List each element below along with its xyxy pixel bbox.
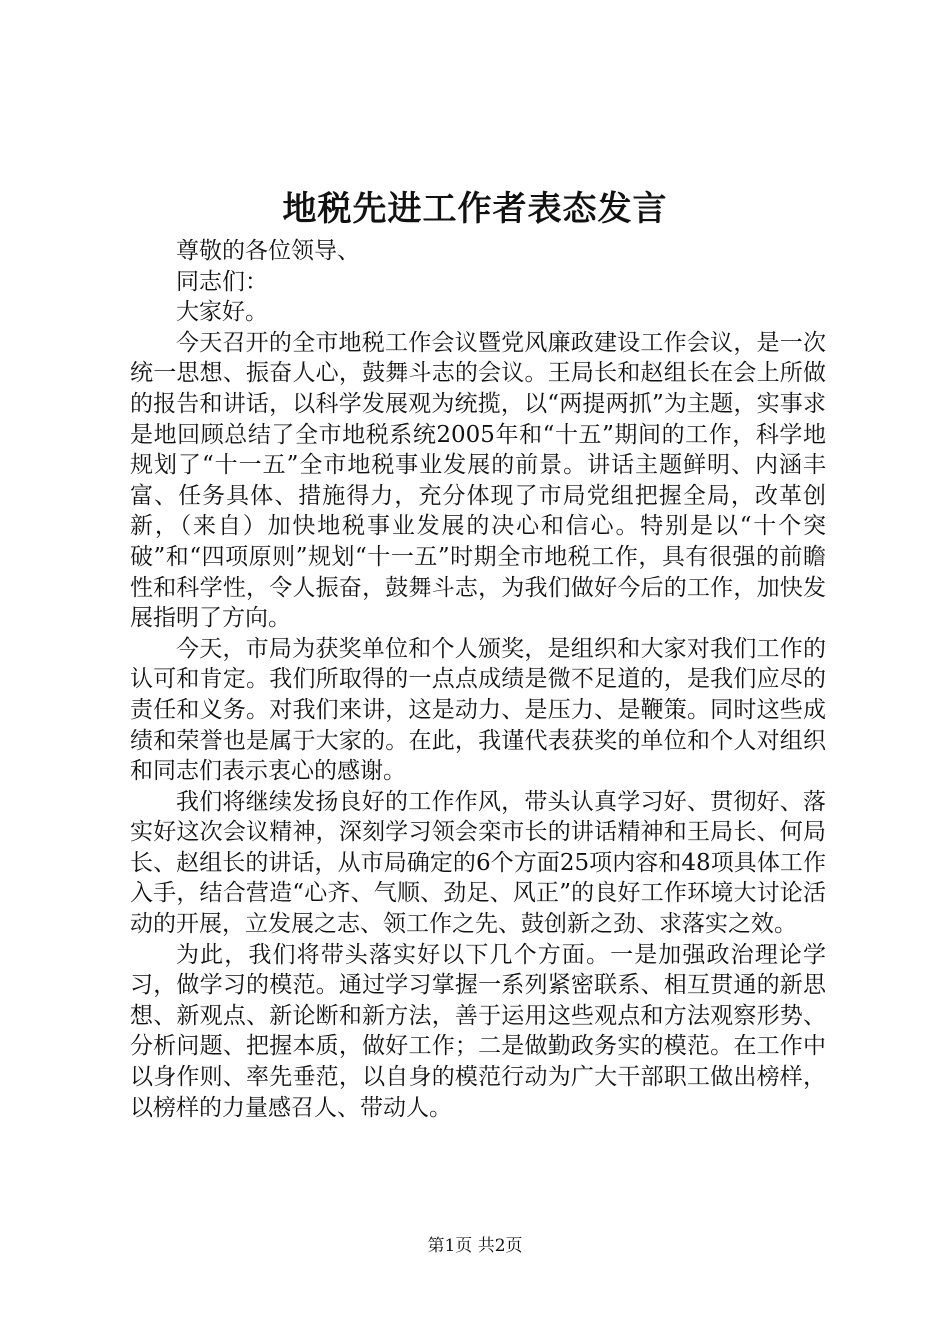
greeting-line: 同志们： — [176, 268, 268, 295]
body-paragraph: 为此，我们将带头落实好以下几个方面。一是加强政治理论学习，做学习的模范。通过学习掌握一系列紧密联系、相互贯通的新思想、新观点、新论断和新方法，善于运用这些观点和方法观察形势、分析问题、把握本质，做好工作；二是做勤政务实的模范。在工作中以身作则、率先垂范，以自身的模范行动为广大干部职工做出榜样，以榜样的力量感召人、带动人。 — [130, 941, 826, 1121]
body-paragraph: 今天，市局为获奖单位和个人颁奖，是组织和大家对我们工作的认可和肯定。我们所取得的一点点成绩是微不足道的，是我们应尽的责任和义务。对我们来讲，这是动力、是压力、是鞭策。同时这些成绩和荣誉也是属于大家的。在此，我谨代表获奖的单位和个人对组织和同志们表示衷心的感谢。 — [130, 635, 826, 785]
document-body — [130, 236, 826, 1123]
greeting-line: 尊敬的各位领导、 — [176, 238, 360, 264]
greeting-line: 大家好。 — [176, 299, 268, 326]
body-paragraph: 今天召开的全市地税工作会议暨党风廉政建设工作会议，是一次统一思想、振奋人心，鼓舞斗志的会议。王局长和赵组长在会上所做的报告和讲话，以科学发展观为统揽，以“两提两抓”为主题，实事求是地回顾总结了全市地税系统2005年和“十五”期间的工作，科学地规划了“十一五”全市地税事业发展的前景。讲话主题鲜明、内涵丰富、任务具体、措施得力，充分体现了市局党组把握全局，改革创新，（来自）加快地税事业发展的决心和信心。特别是以“十个突破”和“四项原则”规划“十一五”时期全市地税工作，具有很强的前瞻性和科学性，令人振奋，鼓舞斗志，为我们做好今后的工作，加快发展指明了方向。 — [130, 329, 826, 632]
page-number-footer: 第1页 共2页 — [427, 1236, 523, 1256]
document-title: 地税先进工作者表态发言 — [282, 189, 668, 229]
body-paragraph: 我们将继续发扬良好的工作作风，带头认真学习好、贯彻好、落实好这次会议精神，深刻学习领会栾市长的讲话精神和王局长、何局长、赵组长的讲话，从市局确定的6个方面25项内容和48项具体工作入手，结合营造“心齐、气顺、劲足、风正”的良好工作环境大讨论活动的开展，立发展之志、领工作之先、鼓创新之劲、求落实之效。 — [130, 788, 826, 938]
